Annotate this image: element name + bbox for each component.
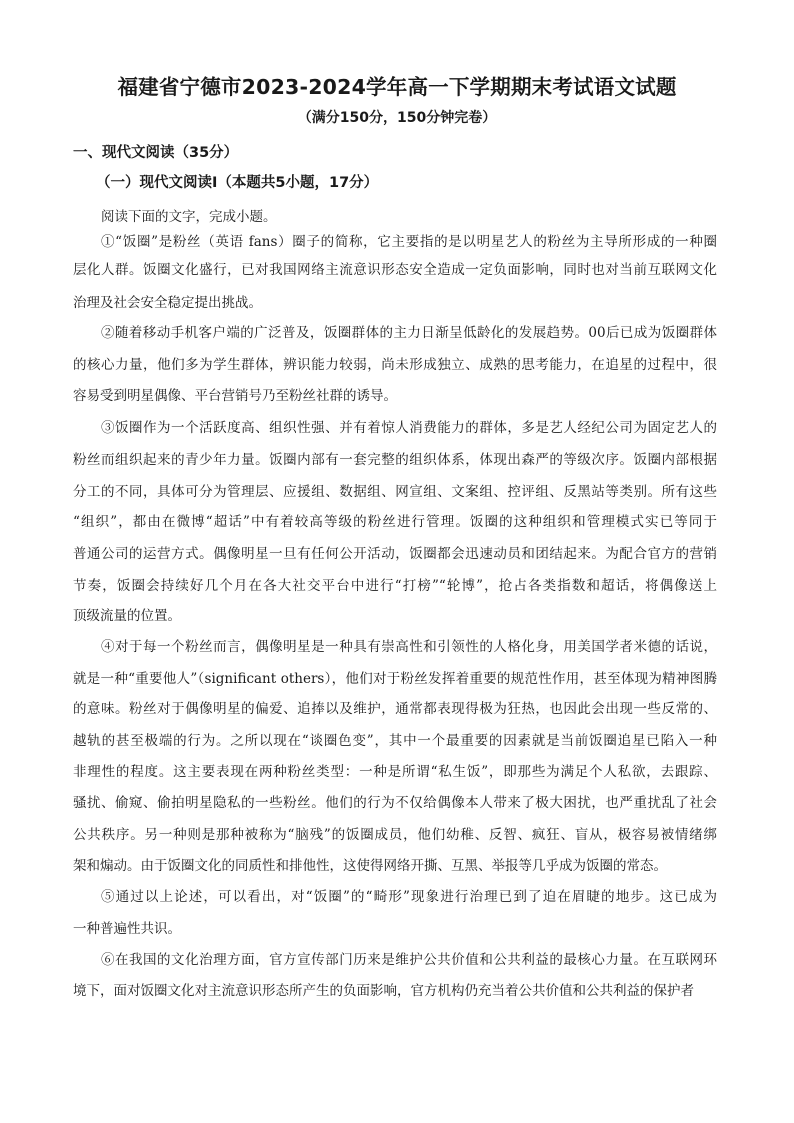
paragraph-1-line: 层化人群。饭圈文化盛行，已对我国网络主流意识形态安全造成一定负面影响，同时也对当前互联网文化: [73, 262, 717, 278]
subsection-heading: （一）现代文阅读Ⅰ（本题共5小题，17分）: [96, 175, 379, 191]
paragraph-3-line: ③饭圈作为一个活跃度高、组织性强、并有着惊人消费能力的群体，多是艺人经纪公司为固定艺人的: [101, 420, 717, 436]
paragraph-2-line: ②随着移动手机客户端的广泛普及，饭圈群体的主力日渐呈低龄化的发展趋势。00后已成为饭圈群体: [101, 325, 717, 341]
section-heading: 一、现代文阅读（35分）: [73, 145, 239, 161]
paragraph-3-line: 分工的不同，具体可分为管理层、应援组、数据组、网宣组、文案组、控评组、反黑站等类别。所有这些: [73, 484, 717, 500]
reading-instruction: 阅读下面的文字，完成小题。: [101, 209, 277, 225]
paragraph-3-line: 节奏，饭圈会持续好几个月在各大社交平台中进行“打榜”“轮博”，抢占各类指数和超话，将偶像送上: [73, 578, 717, 594]
paragraph-1-line: ①“饭圈”是粉丝（英语 fans）圈子的简称，它主要指的是以明星艺人的粉丝为主导所形成的一种圈: [101, 234, 717, 250]
paragraph-5-line: 一种普遍性共识。: [73, 921, 181, 937]
exam-info: （满分150分，150分钟完卷）: [297, 110, 497, 126]
paragraph-4-line: 的意味。粉丝对于偶像明星的偏爱、追捧以及维护，通常都表现得极为狂热，也因此会出现一些反常的、: [73, 701, 717, 717]
paragraph-4-line: 骚扰、偷窥、偷拍明星隐私的一些粉丝。他们的行为不仅给偶像本人带来了极大困扰，也严重扰乱了社会: [73, 795, 717, 811]
paragraph-2-line: 的核心力量，他们多为学生群体，辨识能力较弱，尚未形成独立、成熟的思考能力，在追星的过程中，很: [73, 357, 717, 373]
paragraph-4-line: 越轨的甚至极端的行为。之所以现在“谈圈色变”，其中一个最重要的因素就是当前饭圈追星已陷入一种: [73, 733, 717, 749]
paragraph-5-line: ⑤通过以上论述，可以看出，对“饭圈”的“畸形”现象进行治理已到了迫在眉睫的地步。这已成为: [101, 889, 717, 905]
paragraph-4-line: 非理性的程度。这主要表现在两种粉丝类型：一种是所谓“私生饭”，即那些为满足个人私欲，去跟踪、: [73, 764, 717, 780]
paragraph-4-line: ④对于每一个粉丝而言，偶像明星是一种具有崇高性和引领性的人格化身，用美国学者米德的话说，: [101, 639, 717, 655]
paragraph-3-line: 普通公司的运营方式。偶像明星一旦有任何公开活动，饭圈都会迅速动员和团结起来。为配合官方的营销: [73, 546, 717, 562]
page-title: 福建省宁德市2023-2024学年高一下学期期末考试语文试题: [117, 75, 677, 99]
paragraph-4-line: 公共秩序。另一种则是那种被称为“脑残”的饭圈成员，他们幼稚、反智、疯狂、盲从，极容易被情绪绑: [73, 827, 717, 843]
paragraph-1-line: 治理及社会安全稳定提出挑战。: [73, 295, 262, 311]
paragraph-4-line: 架和煽动。由于饭圈文化的同质性和排他性，这使得网络开撕、互黑、举报等几乎成为饭圈的常态。: [73, 858, 667, 874]
paragraph-2-line: 容易受到明星偶像、平台营销号乃至粉丝社群的诱导。: [73, 388, 397, 404]
paragraph-6-line: 境下，面对饭圈文化对主流意识形态所产生的负面影响，官方机构仍充当着公共价值和公共利益的保护者: [73, 983, 694, 999]
paragraph-3-line: 粉丝而组织起来的青少年力量。饭圈内部有一套完整的组织体系，体现出森严的等级次序。饭圈内部根据: [73, 452, 717, 468]
paragraph-4-line: 就是一种“重要他人”（significant others），他们对于粉丝发挥着重要的规范性作用，甚至体现为精神图腾: [73, 671, 717, 687]
paragraph-6-line: ⑥在我国的文化治理方面，官方宣传部门历来是维护公共价值和公共利益的最核心力量。在互联网环: [101, 952, 717, 968]
paragraph-3-line: 顶级流量的位置。: [73, 608, 181, 624]
paragraph-3-line: “组织”，都由在微博“超话”中有着较高等级的粉丝进行管理。饭圈的这种组织和管理模式实已等同于: [73, 514, 717, 530]
